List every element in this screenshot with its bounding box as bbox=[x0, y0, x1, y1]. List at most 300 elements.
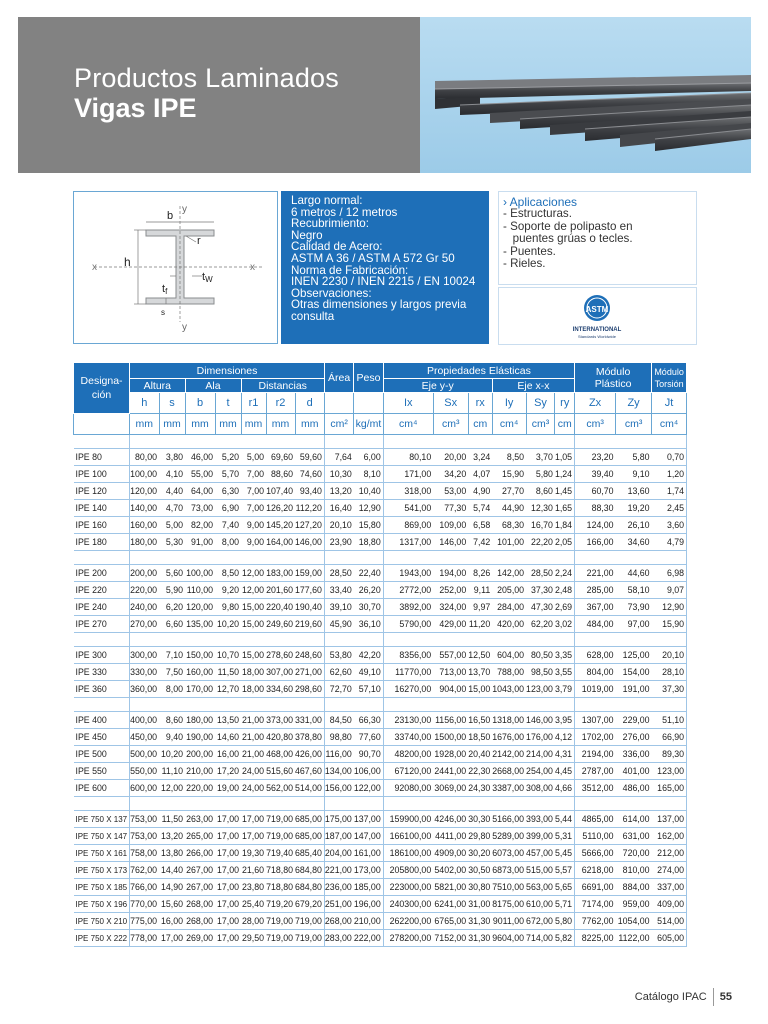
value-cell: 378,80 bbox=[295, 729, 324, 746]
value-cell: 2441,00 bbox=[433, 763, 468, 780]
value-cell: 604,00 bbox=[492, 647, 526, 664]
spacer-cell bbox=[241, 435, 266, 449]
profile-name-cell: IPE 550 bbox=[74, 763, 130, 780]
value-cell: 360,00 bbox=[130, 681, 159, 698]
value-cell: 82,00 bbox=[185, 517, 215, 534]
value-cell: 27,70 bbox=[492, 483, 526, 500]
value-cell: 753,00 bbox=[130, 828, 159, 845]
value-cell: 4,45 bbox=[555, 763, 575, 780]
value-cell: 268,00 bbox=[185, 913, 215, 930]
value-cell: 200,00 bbox=[185, 746, 215, 763]
col-unit: mm bbox=[215, 414, 241, 435]
value-cell: 271,00 bbox=[295, 664, 324, 681]
value-cell: 9,11 bbox=[468, 582, 492, 599]
value-cell: 205800,00 bbox=[383, 862, 433, 879]
value-cell: 610,00 bbox=[526, 896, 555, 913]
value-cell: 11770,00 bbox=[383, 664, 433, 681]
diagram-label-s: s bbox=[161, 308, 165, 317]
value-cell: 8225,00 bbox=[575, 930, 616, 947]
col-symbol: Sx bbox=[433, 393, 468, 414]
spacer-cell bbox=[383, 797, 433, 811]
value-cell: 4,31 bbox=[555, 746, 575, 763]
value-cell: 515,00 bbox=[526, 862, 555, 879]
col-unit: cm² bbox=[324, 414, 353, 435]
value-cell: 190,00 bbox=[185, 729, 215, 746]
value-cell: 186100,00 bbox=[383, 845, 433, 862]
value-cell: 672,00 bbox=[526, 913, 555, 930]
value-cell: 720,00 bbox=[616, 845, 652, 862]
spacer-cell bbox=[295, 797, 324, 811]
diagram-label-tf-sub: f bbox=[165, 287, 168, 296]
value-cell: 5,80 bbox=[616, 449, 652, 466]
value-cell: 5666,00 bbox=[575, 845, 616, 862]
value-cell: 23,80 bbox=[241, 879, 266, 896]
value-cell: 337,00 bbox=[652, 879, 687, 896]
col-symbol: b bbox=[185, 393, 215, 414]
value-cell: 19,20 bbox=[616, 500, 652, 517]
col-header-eje-yy: Eje y-y bbox=[383, 379, 492, 393]
spacer-cell bbox=[555, 698, 575, 712]
value-cell: 33,40 bbox=[324, 582, 353, 599]
table-row bbox=[74, 862, 687, 879]
value-cell: 2,45 bbox=[652, 500, 687, 517]
value-cell: 1317,00 bbox=[383, 534, 433, 551]
value-cell: 53,80 bbox=[324, 647, 353, 664]
value-cell: 24,00 bbox=[241, 763, 266, 780]
i-beam-cross-section-icon bbox=[74, 192, 279, 345]
col-unit: cm³ bbox=[433, 414, 468, 435]
value-cell: 66,30 bbox=[354, 712, 383, 729]
value-cell: 11,50 bbox=[159, 811, 185, 828]
spacer-cell bbox=[433, 633, 468, 647]
value-cell: 91,00 bbox=[185, 534, 215, 551]
value-cell: 685,00 bbox=[295, 828, 324, 845]
value-cell: 684,80 bbox=[295, 879, 324, 896]
value-cell: 3,24 bbox=[468, 449, 492, 466]
value-cell: 1,74 bbox=[652, 483, 687, 500]
value-cell: 160,00 bbox=[130, 517, 159, 534]
spacer-cell bbox=[354, 698, 383, 712]
value-cell: 30,70 bbox=[354, 599, 383, 616]
spacer-cell bbox=[555, 551, 575, 565]
profile-name-cell: IPE 220 bbox=[74, 582, 130, 599]
diagram-label-tw-sub: W bbox=[205, 275, 213, 284]
value-cell: 8175,00 bbox=[492, 896, 526, 913]
profile-name-cell: IPE 240 bbox=[74, 599, 130, 616]
beam-photo bbox=[420, 17, 751, 173]
col-unit: mm bbox=[266, 414, 295, 435]
value-cell: 718,80 bbox=[266, 879, 295, 896]
applications-panel bbox=[498, 191, 697, 285]
value-cell: 324,00 bbox=[433, 599, 468, 616]
value-cell: 100,00 bbox=[185, 565, 215, 582]
group-spacer bbox=[74, 435, 687, 449]
value-cell: 6,60 bbox=[159, 616, 185, 633]
value-cell: 22,40 bbox=[354, 565, 383, 582]
value-cell: 367,00 bbox=[575, 599, 616, 616]
value-cell: 166100,00 bbox=[383, 828, 433, 845]
value-cell: 28,10 bbox=[652, 664, 687, 681]
spacer-cell bbox=[433, 551, 468, 565]
value-cell: 550,00 bbox=[130, 763, 159, 780]
value-cell: 1676,00 bbox=[492, 729, 526, 746]
col-symbol: rx bbox=[468, 393, 492, 414]
value-cell: 17,00 bbox=[241, 811, 266, 828]
value-cell: 6,30 bbox=[215, 483, 241, 500]
value-cell: 137,00 bbox=[652, 811, 687, 828]
value-cell: 5,90 bbox=[159, 582, 185, 599]
value-cell: 6873,00 bbox=[492, 862, 526, 879]
value-cell: 719,00 bbox=[266, 828, 295, 845]
col-unit: cm⁴ bbox=[492, 414, 526, 435]
profile-name-cell: IPE 500 bbox=[74, 746, 130, 763]
spacer-cell bbox=[324, 551, 353, 565]
value-cell: 191,00 bbox=[616, 681, 652, 698]
value-cell: 486,00 bbox=[616, 780, 652, 797]
value-cell: 180,00 bbox=[185, 712, 215, 729]
spacer-cell bbox=[215, 633, 241, 647]
profile-name-cell: IPE 300 bbox=[74, 647, 130, 664]
value-cell: 110,00 bbox=[185, 582, 215, 599]
value-cell: 146,00 bbox=[295, 534, 324, 551]
value-cell: 719,20 bbox=[266, 896, 295, 913]
value-cell: 92080,00 bbox=[383, 780, 433, 797]
application-item: - Estructuras. bbox=[503, 207, 572, 221]
value-cell: 10,40 bbox=[354, 483, 383, 500]
table-row bbox=[74, 449, 687, 466]
spacer-cell bbox=[74, 633, 130, 647]
spacer-cell bbox=[555, 435, 575, 449]
value-cell: 190,40 bbox=[295, 599, 324, 616]
col-symbol bbox=[354, 393, 383, 414]
spacer-cell bbox=[492, 551, 526, 565]
profile-name-cell: IPE 400 bbox=[74, 712, 130, 729]
specs-panel bbox=[281, 191, 489, 344]
diagram-label-y-top: y bbox=[182, 204, 187, 215]
value-cell: 13,80 bbox=[159, 845, 185, 862]
value-cell: 34,20 bbox=[433, 466, 468, 483]
profile-name-cell: IPE 750 X 196 bbox=[74, 896, 130, 913]
value-cell: 11,20 bbox=[468, 616, 492, 633]
value-cell: 62,20 bbox=[526, 616, 555, 633]
value-cell: 2772,00 bbox=[383, 582, 433, 599]
spacer-cell bbox=[130, 435, 159, 449]
spacer-cell bbox=[74, 435, 130, 449]
value-cell: 5,57 bbox=[555, 862, 575, 879]
value-cell: 9,00 bbox=[241, 534, 266, 551]
value-cell: 331,00 bbox=[295, 712, 324, 729]
value-cell: 713,00 bbox=[433, 664, 468, 681]
value-cell: 719,00 bbox=[266, 811, 295, 828]
value-cell: 39,40 bbox=[575, 466, 616, 483]
value-cell: 31,00 bbox=[468, 896, 492, 913]
ipe-section-diagram bbox=[73, 191, 278, 344]
value-cell: 177,60 bbox=[295, 582, 324, 599]
value-cell: 164,00 bbox=[266, 534, 295, 551]
spacer-cell bbox=[354, 797, 383, 811]
spec-line: Recubrimiento: bbox=[291, 217, 369, 231]
value-cell: 64,00 bbox=[185, 483, 215, 500]
value-cell: 252,00 bbox=[433, 582, 468, 599]
value-cell: 4,10 bbox=[159, 466, 185, 483]
value-cell: 5,30 bbox=[159, 534, 185, 551]
value-cell: 251,00 bbox=[324, 896, 353, 913]
value-cell: 557,00 bbox=[433, 647, 468, 664]
profile-name-cell: IPE 750 X 185 bbox=[74, 879, 130, 896]
col-header-distancias: Distancias bbox=[241, 379, 324, 393]
page-footer bbox=[635, 988, 732, 1006]
value-cell: 1500,00 bbox=[433, 729, 468, 746]
value-cell: 39,10 bbox=[324, 599, 353, 616]
value-cell: 1318,00 bbox=[492, 712, 526, 729]
value-cell: 67120,00 bbox=[383, 763, 433, 780]
spacer-cell bbox=[241, 698, 266, 712]
value-cell: 19,30 bbox=[241, 845, 266, 862]
value-cell: 4,66 bbox=[555, 780, 575, 797]
profile-name-cell: IPE 270 bbox=[74, 616, 130, 633]
value-cell: 196,00 bbox=[354, 896, 383, 913]
steel-beams-image bbox=[420, 17, 751, 173]
col-symbol: t bbox=[215, 393, 241, 414]
value-cell: 278200,00 bbox=[383, 930, 433, 947]
astm-name: INTERNATIONAL bbox=[572, 327, 622, 333]
spec-line: INEN 2230 / INEN 2215 / EN 10024 bbox=[291, 275, 476, 289]
value-cell: 274,00 bbox=[652, 862, 687, 879]
value-cell: 6,58 bbox=[468, 517, 492, 534]
value-cell: 23130,00 bbox=[383, 712, 433, 729]
value-cell: 4865,00 bbox=[575, 811, 616, 828]
col-unit: cm³ bbox=[526, 414, 555, 435]
application-item: - Puentes. bbox=[503, 244, 556, 258]
footer-divider bbox=[713, 988, 714, 1006]
col-symbol: r1 bbox=[241, 393, 266, 414]
value-cell: 3,55 bbox=[555, 664, 575, 681]
value-cell: 562,00 bbox=[266, 780, 295, 797]
value-cell: 263,00 bbox=[185, 811, 215, 828]
spacer-cell bbox=[74, 698, 130, 712]
value-cell: 21,60 bbox=[241, 862, 266, 879]
value-cell: 15,90 bbox=[492, 466, 526, 483]
value-cell: 194,00 bbox=[433, 565, 468, 582]
value-cell: 22,30 bbox=[468, 763, 492, 780]
spacer-cell bbox=[433, 797, 468, 811]
value-cell: 240300,00 bbox=[383, 896, 433, 913]
value-cell: 180,00 bbox=[130, 534, 159, 551]
value-cell: 5,71 bbox=[555, 896, 575, 913]
value-cell: 1,20 bbox=[652, 466, 687, 483]
spacer-cell bbox=[383, 435, 433, 449]
value-cell: 766,00 bbox=[130, 879, 159, 896]
value-cell: 240,00 bbox=[130, 599, 159, 616]
value-cell: 90,70 bbox=[354, 746, 383, 763]
spacer-cell bbox=[468, 435, 492, 449]
spacer-cell bbox=[383, 698, 433, 712]
spacer-cell bbox=[74, 551, 130, 565]
diagram-label-x-left: x bbox=[92, 262, 97, 273]
value-cell: 17,00 bbox=[215, 845, 241, 862]
value-cell: 7,42 bbox=[468, 534, 492, 551]
value-cell: 12,70 bbox=[215, 681, 241, 698]
spacer-cell bbox=[468, 633, 492, 647]
value-cell: 24,30 bbox=[468, 780, 492, 797]
value-cell: 5,82 bbox=[555, 930, 575, 947]
value-cell: 37,30 bbox=[526, 582, 555, 599]
spec-line: Observaciones: bbox=[291, 286, 372, 300]
value-cell: 254,00 bbox=[526, 763, 555, 780]
spacer-cell bbox=[185, 797, 215, 811]
value-cell: 1,45 bbox=[555, 483, 575, 500]
spacer-cell bbox=[383, 551, 433, 565]
spec-line: 6 metros / 12 metros bbox=[291, 205, 398, 219]
value-cell: 16270,00 bbox=[383, 681, 433, 698]
value-cell: 28,50 bbox=[526, 565, 555, 582]
col-header-altura: Altura bbox=[130, 379, 185, 393]
col-unit: cm⁴ bbox=[652, 414, 687, 435]
value-cell: 23,20 bbox=[575, 449, 616, 466]
value-cell: 9,10 bbox=[616, 466, 652, 483]
value-cell: 400,00 bbox=[130, 712, 159, 729]
value-cell: 125,00 bbox=[616, 647, 652, 664]
value-cell: 7174,00 bbox=[575, 896, 616, 913]
value-cell: 307,00 bbox=[266, 664, 295, 681]
col-unit: mm bbox=[159, 414, 185, 435]
value-cell: 770,00 bbox=[130, 896, 159, 913]
value-cell: 89,30 bbox=[652, 746, 687, 763]
spacer-cell bbox=[616, 551, 652, 565]
value-cell: 101,00 bbox=[492, 534, 526, 551]
spacer-cell bbox=[266, 698, 295, 712]
spacer-cell bbox=[324, 797, 353, 811]
value-cell: 6241,00 bbox=[433, 896, 468, 913]
value-cell: 13,70 bbox=[468, 664, 492, 681]
value-cell: 220,00 bbox=[185, 780, 215, 797]
value-cell: 106,00 bbox=[354, 763, 383, 780]
spacer-cell bbox=[266, 797, 295, 811]
value-cell: 714,00 bbox=[526, 930, 555, 947]
value-cell: 29,80 bbox=[468, 828, 492, 845]
value-cell: 5,70 bbox=[215, 466, 241, 483]
value-cell: 679,20 bbox=[295, 896, 324, 913]
value-cell: 373,00 bbox=[266, 712, 295, 729]
value-cell: 160,00 bbox=[185, 664, 215, 681]
value-cell: 278,60 bbox=[266, 647, 295, 664]
spacer-cell bbox=[652, 797, 687, 811]
value-cell: 14,90 bbox=[159, 879, 185, 896]
value-cell: 16,00 bbox=[215, 746, 241, 763]
value-cell: 775,00 bbox=[130, 913, 159, 930]
value-cell: 84,50 bbox=[324, 712, 353, 729]
value-cell: 229,00 bbox=[616, 712, 652, 729]
col-symbol: ry bbox=[555, 393, 575, 414]
spec-line: ASTM A 36 / ASTM A 572 Gr 50 bbox=[291, 251, 455, 265]
value-cell: 2,05 bbox=[555, 534, 575, 551]
value-cell: 450,00 bbox=[130, 729, 159, 746]
spacer-cell bbox=[241, 633, 266, 647]
value-cell: 34,60 bbox=[616, 534, 652, 551]
col-header-ala: Ala bbox=[185, 379, 241, 393]
table-row bbox=[74, 500, 687, 517]
astm-logo-panel bbox=[498, 287, 697, 345]
table-row bbox=[74, 647, 687, 664]
value-cell: 77,30 bbox=[433, 500, 468, 517]
value-cell: 959,00 bbox=[616, 896, 652, 913]
spacer-cell bbox=[555, 797, 575, 811]
value-cell: 135,00 bbox=[185, 616, 215, 633]
value-cell: 57,10 bbox=[354, 681, 383, 698]
profile-name-cell: IPE 100 bbox=[74, 466, 130, 483]
col-unit: mm bbox=[241, 414, 266, 435]
value-cell: 753,00 bbox=[130, 811, 159, 828]
col-symbol bbox=[324, 393, 353, 414]
spacer-cell bbox=[185, 698, 215, 712]
value-cell: 3892,00 bbox=[383, 599, 433, 616]
value-cell: 308,00 bbox=[526, 780, 555, 797]
col-symbol: Zy bbox=[616, 393, 652, 414]
table-row bbox=[74, 466, 687, 483]
value-cell: 9604,00 bbox=[492, 930, 526, 947]
spacer-cell bbox=[526, 698, 555, 712]
value-cell: 1019,00 bbox=[575, 681, 616, 698]
profile-name-cell: IPE 450 bbox=[74, 729, 130, 746]
astm-logo bbox=[499, 288, 698, 346]
value-cell: 17,00 bbox=[215, 913, 241, 930]
value-cell: 3,95 bbox=[555, 712, 575, 729]
col-unit: cm bbox=[468, 414, 492, 435]
value-cell: 214,00 bbox=[526, 746, 555, 763]
banner-title-panel bbox=[18, 17, 420, 173]
col-unit: cm³ bbox=[575, 414, 616, 435]
value-cell: 12,00 bbox=[159, 780, 185, 797]
value-cell: 14,40 bbox=[159, 862, 185, 879]
value-cell: 147,00 bbox=[354, 828, 383, 845]
value-cell: 685,00 bbox=[295, 811, 324, 828]
value-cell: 150,00 bbox=[185, 647, 215, 664]
spacer-cell bbox=[266, 633, 295, 647]
value-cell: 201,60 bbox=[266, 582, 295, 599]
group-spacer bbox=[74, 551, 687, 565]
spacer-cell bbox=[215, 797, 241, 811]
profile-name-cell: IPE 180 bbox=[74, 534, 130, 551]
value-cell: 904,00 bbox=[433, 681, 468, 698]
value-cell: 719,00 bbox=[266, 913, 295, 930]
value-cell: 5,00 bbox=[241, 449, 266, 466]
value-cell: 5,45 bbox=[555, 845, 575, 862]
table-row bbox=[74, 712, 687, 729]
spacer-cell bbox=[616, 633, 652, 647]
spacer-cell bbox=[185, 435, 215, 449]
value-cell: 8,10 bbox=[354, 466, 383, 483]
value-cell: 7,00 bbox=[241, 500, 266, 517]
col-unit: mm bbox=[295, 414, 324, 435]
spacer-cell bbox=[526, 797, 555, 811]
value-cell: 24,00 bbox=[241, 780, 266, 797]
value-cell: 120,00 bbox=[185, 599, 215, 616]
spacer-cell bbox=[295, 698, 324, 712]
value-cell: 156,00 bbox=[324, 780, 353, 797]
value-cell: 5289,00 bbox=[492, 828, 526, 845]
value-cell: 4,40 bbox=[159, 483, 185, 500]
profile-name-cell: IPE 80 bbox=[74, 449, 130, 466]
value-cell: 46,00 bbox=[185, 449, 215, 466]
value-cell: 19,00 bbox=[215, 780, 241, 797]
value-cell: 30,20 bbox=[468, 845, 492, 862]
spacer-cell bbox=[295, 435, 324, 449]
col-symbol: s bbox=[159, 393, 185, 414]
value-cell: 298,60 bbox=[295, 681, 324, 698]
profile-name-cell: IPE 600 bbox=[74, 780, 130, 797]
spacer-cell bbox=[215, 551, 241, 565]
value-cell: 20,10 bbox=[652, 647, 687, 664]
